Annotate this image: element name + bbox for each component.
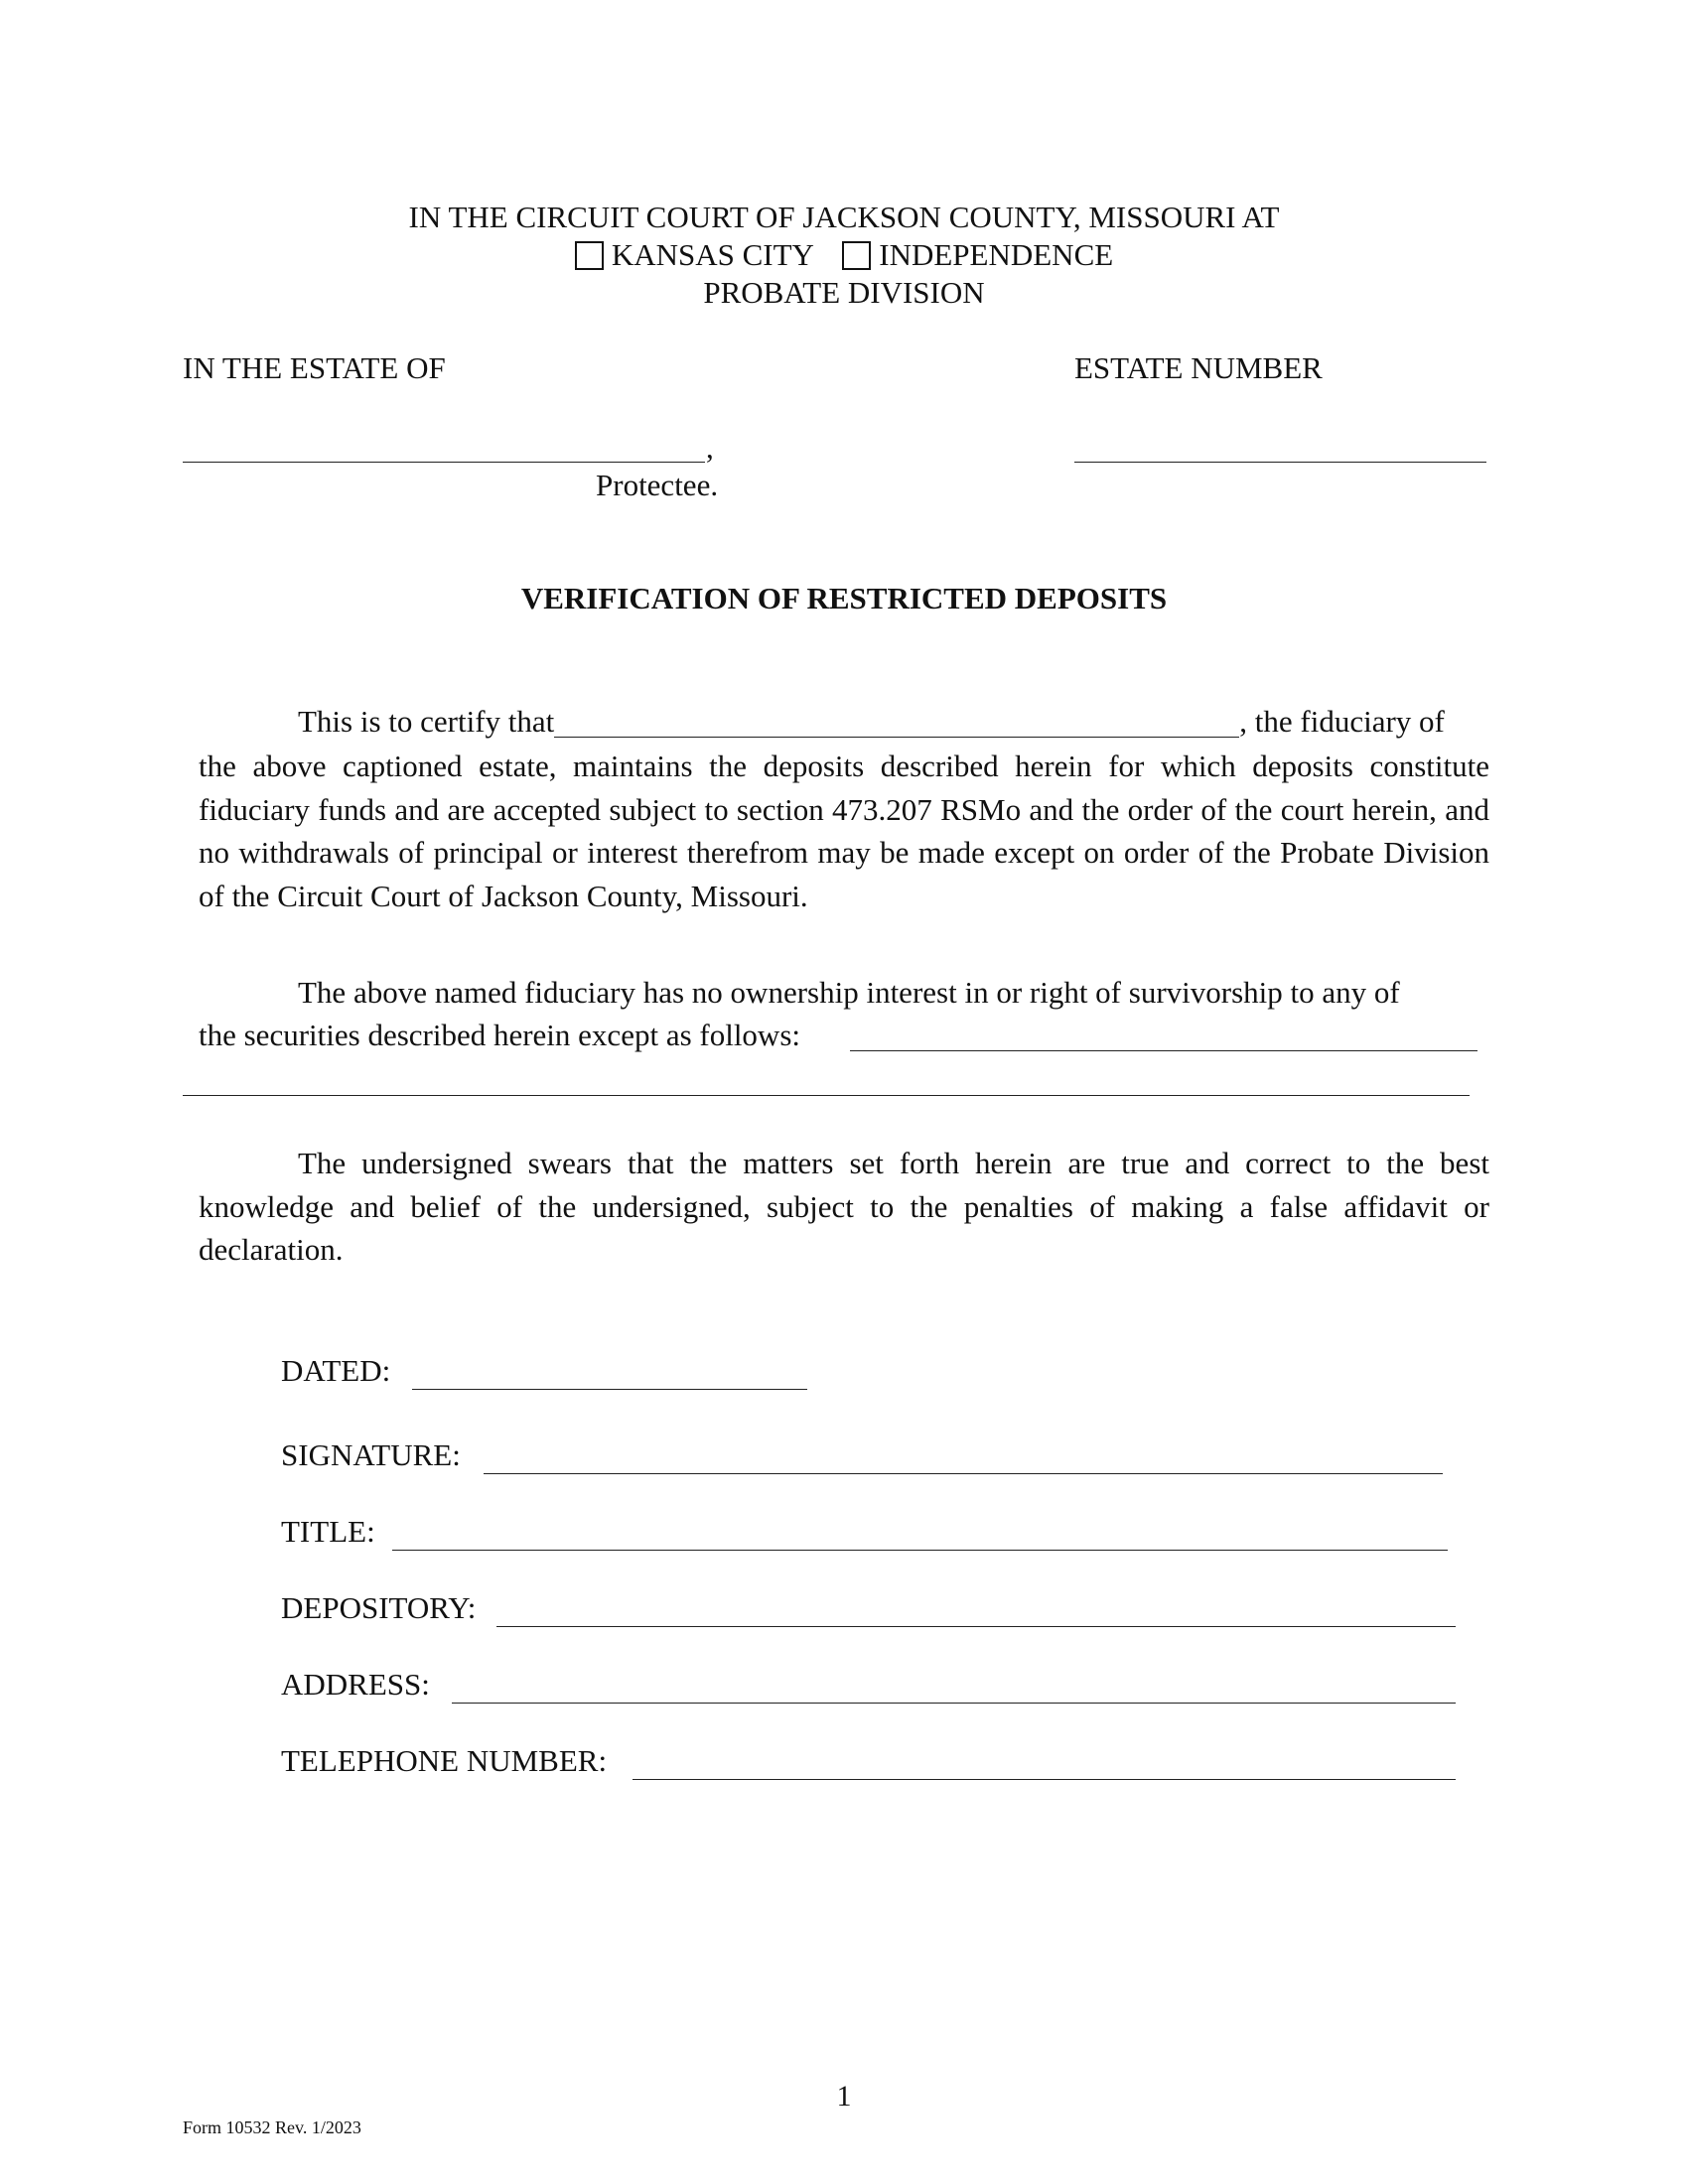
- fiduciary-name-blank[interactable]: [554, 707, 1239, 738]
- depository-label: DEPOSITORY:: [281, 1590, 477, 1625]
- p2-line1-text: The above named fiduciary has no ownership interest in or right of survivorship to any of: [298, 975, 1400, 1010]
- paragraph-2-line-2: [199, 1017, 800, 1054]
- address-label: ADDRESS:: [281, 1667, 430, 1702]
- form-id: Form 10532 Rev. 1/2023: [183, 2117, 361, 2137]
- p2-line2-text: the securities described herein except as follows:: [199, 1018, 800, 1052]
- dated-line[interactable]: [412, 1389, 807, 1390]
- court-location-options: [0, 236, 1688, 274]
- estate-name-comma: ,: [706, 430, 714, 465]
- estate-of-label: IN THE ESTATE OF: [183, 350, 446, 385]
- independence-label: INDEPENDENCE: [879, 237, 1114, 272]
- page-number: 1: [836, 2080, 852, 2113]
- protectee-label: Protectee.: [596, 468, 719, 502]
- kansas-city-label: KANSAS CITY: [611, 237, 813, 272]
- estate-name-line[interactable]: [183, 462, 705, 463]
- exceptions-blank-1[interactable]: [850, 1050, 1477, 1051]
- p1-start: This is to certify that: [298, 704, 555, 739]
- p1-after-blank: , the fiduciary of: [1239, 704, 1445, 739]
- telephone-label: TELEPHONE NUMBER:: [281, 1743, 608, 1778]
- exceptions-blank-2[interactable]: [183, 1095, 1470, 1096]
- signature-line[interactable]: [484, 1473, 1443, 1474]
- p3-text: The undersigned swears that the matters set forth herein are true and correct to the best knowledge and belief of the undersigned, subject to the penalties of making a false affidavit or declaration.: [199, 1146, 1489, 1267]
- division-heading: PROBATE DIVISION: [703, 275, 985, 310]
- telephone-line[interactable]: [633, 1779, 1456, 1780]
- address-line[interactable]: [452, 1703, 1456, 1704]
- kansas-city-checkbox[interactable]: [575, 241, 604, 270]
- signature-label: SIGNATURE:: [281, 1437, 461, 1472]
- paragraph-1-body: the above captioned estate, maintains the deposits described herein for which deposits constitute fiduciary funds and are accepted subject to section 473.207 RSMo and the order of the court herein, and no withdrawals of principal or interest therefrom may be made except on order of the Probate Division of the Circuit Court of Jackson County, Missouri.: [199, 749, 1489, 913]
- independence-checkbox[interactable]: [842, 241, 871, 270]
- court-heading: IN THE CIRCUIT COURT OF JACKSON COUNTY, MISSOURI AT: [408, 200, 1280, 234]
- paragraph-3: [199, 1142, 1489, 1272]
- estate-number-line[interactable]: [1074, 462, 1486, 463]
- title-line[interactable]: [392, 1550, 1448, 1551]
- depository-line[interactable]: [496, 1626, 1456, 1627]
- paragraph-2-line-1: [199, 971, 1489, 1015]
- dated-label: DATED:: [281, 1353, 391, 1388]
- paragraph-1-line-1: [298, 703, 1445, 741]
- title-label: TITLE:: [281, 1514, 375, 1549]
- estate-number-label: ESTATE NUMBER: [1074, 350, 1323, 385]
- document-title: VERIFICATION OF RESTRICTED DEPOSITS: [520, 581, 1168, 615]
